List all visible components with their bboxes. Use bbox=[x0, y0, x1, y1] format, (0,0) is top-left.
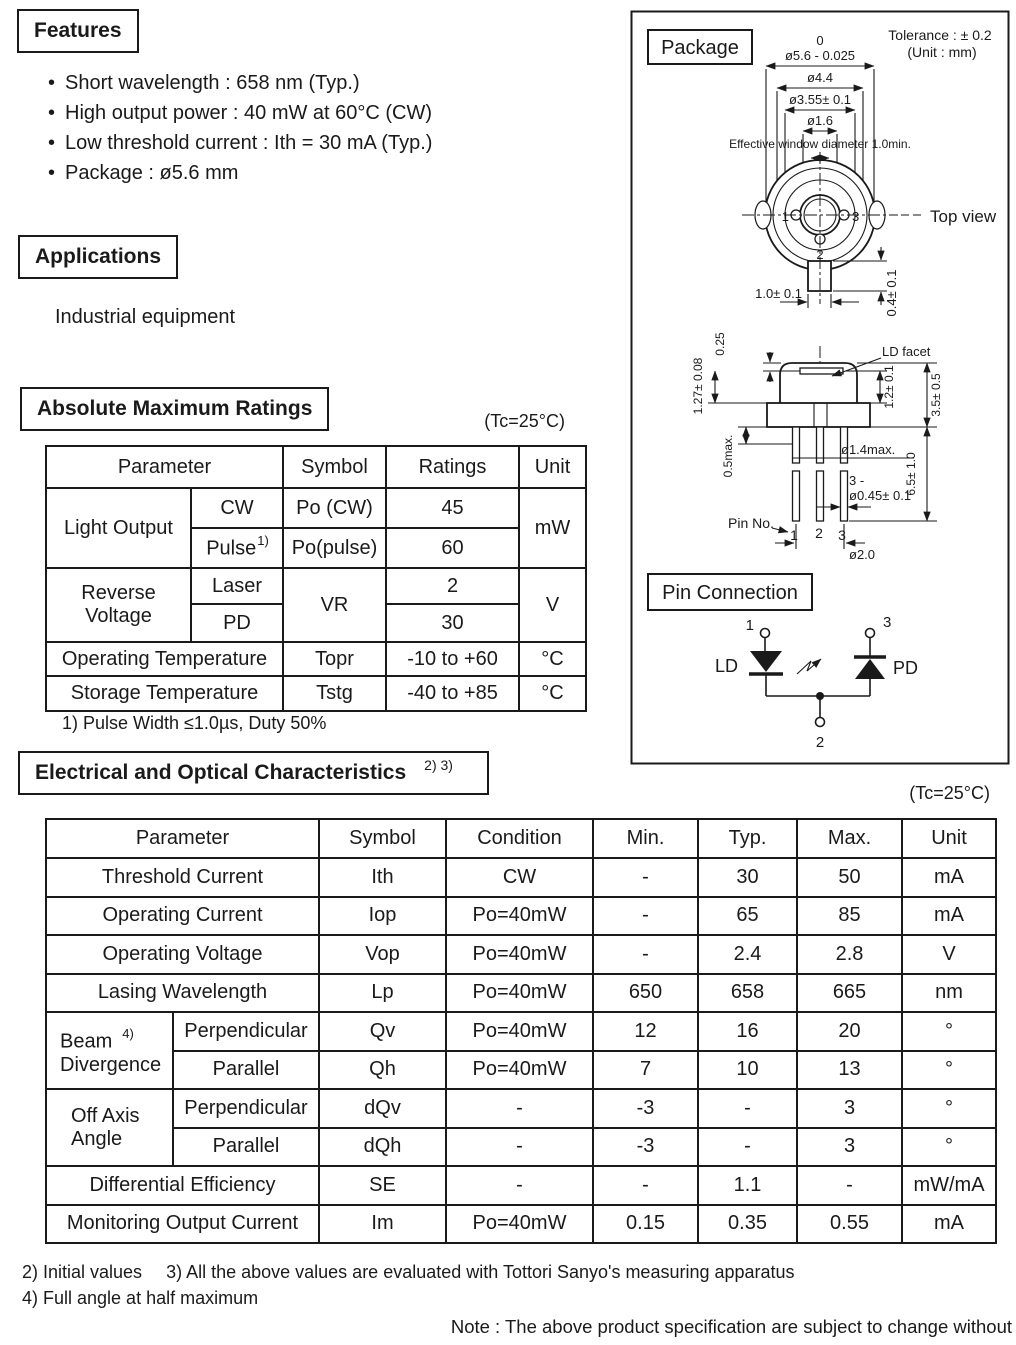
dim-label: ø1.6 bbox=[806, 113, 834, 128]
amr-title: Absolute Maximum Ratings bbox=[37, 397, 313, 420]
cell-min: - bbox=[593, 897, 698, 936]
cell-storage-temp: Storage Temperature bbox=[46, 676, 283, 711]
dim-label: 3 - bbox=[849, 473, 865, 488]
cell-tstg-rating: -40 to +85 bbox=[386, 676, 519, 711]
footnote-line-1 bbox=[22, 1262, 795, 1283]
window-slot bbox=[800, 368, 843, 374]
ld-diode-icon bbox=[750, 651, 782, 672]
feature-text: Short wavelength : 658 nm (Typ.) bbox=[65, 72, 360, 94]
cell-unit: ° bbox=[902, 1128, 996, 1167]
cell-unit: nm bbox=[902, 974, 996, 1013]
light-arrow-icon bbox=[797, 659, 821, 674]
cell-subparam: Perpendicular bbox=[173, 1012, 319, 1051]
cell-subparam: Parallel bbox=[173, 1051, 319, 1090]
cell-max: 50 bbox=[797, 858, 902, 897]
tolerance-note: Tolerance : ± 0.2 bbox=[888, 27, 992, 43]
amr-header-ratings: Ratings bbox=[386, 446, 519, 488]
cell-min: - bbox=[593, 858, 698, 897]
node-label: 2 bbox=[815, 734, 825, 751]
cell-symbol: Lp bbox=[319, 974, 446, 1013]
table-row bbox=[46, 1166, 996, 1205]
ld-label: LD bbox=[714, 656, 738, 676]
node-label: 3 bbox=[883, 614, 892, 631]
applications-title-box bbox=[18, 235, 178, 279]
pin1-lower bbox=[793, 471, 800, 521]
applications-text: Industrial equipment bbox=[55, 306, 236, 328]
unit-note: (Unit : mm) bbox=[907, 44, 977, 60]
cell-unit: mW/mA bbox=[902, 1166, 996, 1205]
eoc-title: Electrical and Optical Characteristics bbox=[35, 761, 407, 784]
amr-footnote: 1) Pulse Width ≤1.0µs, Duty 50% bbox=[62, 713, 327, 733]
cell-condition: - bbox=[446, 1128, 593, 1167]
table-row bbox=[46, 1205, 996, 1244]
table-row bbox=[46, 1051, 996, 1090]
footnote-2: 2) Initial values bbox=[22, 1262, 143, 1282]
node-label: 1 bbox=[745, 617, 754, 634]
cell-unit: mA bbox=[902, 858, 996, 897]
cell-symbol: Im bbox=[319, 1205, 446, 1244]
cell-typ: - bbox=[698, 1089, 797, 1128]
cell-max: - bbox=[797, 1166, 902, 1205]
cell-symbol: SE bbox=[319, 1166, 446, 1205]
features-list bbox=[48, 68, 432, 188]
applications-title: Applications bbox=[35, 245, 162, 268]
cell-param: Lasing Wavelength bbox=[46, 974, 319, 1013]
cell-vr-pd-rating: 30 bbox=[386, 604, 519, 642]
cell-vr-laser-rating: 2 bbox=[386, 568, 519, 604]
node-terminal bbox=[866, 629, 875, 638]
cell-min: -3 bbox=[593, 1089, 698, 1128]
pin-number: 3 bbox=[838, 527, 846, 543]
pd-label: PD bbox=[893, 658, 919, 678]
package-panel bbox=[630, 10, 1010, 765]
cell-param: Operating Current bbox=[46, 897, 319, 936]
cell-param-group-offaxis bbox=[46, 1089, 173, 1166]
cell-param: Threshold Current bbox=[46, 858, 319, 897]
package-title: Package bbox=[661, 37, 739, 59]
cell-symbol: Ith bbox=[319, 858, 446, 897]
pin3-lower bbox=[841, 471, 848, 521]
cell-unit: ° bbox=[902, 1051, 996, 1090]
cell-param: Differential Efficiency bbox=[46, 1166, 319, 1205]
bullet-icon: • bbox=[48, 102, 56, 124]
superscript: 4) bbox=[122, 1026, 134, 1042]
amr-table bbox=[45, 445, 587, 712]
cell-reverse-voltage: Reverse Voltage bbox=[46, 568, 191, 642]
cell-min: 0.15 bbox=[593, 1205, 698, 1244]
cell-symbol: Qh bbox=[319, 1051, 446, 1090]
cell-max: 0.55 bbox=[797, 1205, 902, 1244]
cell-param: Operating Voltage bbox=[46, 935, 319, 974]
table-row bbox=[46, 1012, 996, 1051]
cell-typ: 658 bbox=[698, 974, 797, 1013]
cell-max: 13 bbox=[797, 1051, 902, 1090]
cell-v-unit: V bbox=[519, 568, 586, 642]
eoc-title-box bbox=[18, 751, 489, 795]
pin-connection-title: Pin Connection bbox=[662, 582, 798, 604]
dim-label: ø4.4 bbox=[806, 70, 834, 85]
cell-symbol: Qv bbox=[319, 1012, 446, 1051]
table-row bbox=[46, 1128, 996, 1167]
list-item bbox=[48, 158, 432, 188]
cell-condition: Po=40mW bbox=[446, 897, 593, 936]
list-item bbox=[48, 98, 432, 128]
cell-po-pulse: Po(pulse) bbox=[283, 528, 386, 568]
cell-max: 665 bbox=[797, 974, 902, 1013]
table-row bbox=[46, 935, 996, 974]
dim-label: ø0.45± 0.1 bbox=[849, 488, 912, 503]
footnote-4: 4) Full angle at half maximum bbox=[22, 1288, 259, 1308]
pin-number: 1 bbox=[781, 209, 789, 224]
cell-typ: 2.4 bbox=[698, 935, 797, 974]
dim-label: ø3.55± 0.1 bbox=[788, 92, 852, 107]
beam-word: Beam bbox=[60, 1030, 113, 1053]
dim-label: ø1.4max. bbox=[841, 442, 896, 457]
superscript: 2) 3) bbox=[424, 757, 453, 773]
cell-min: 650 bbox=[593, 974, 698, 1013]
cell-typ: 10 bbox=[698, 1051, 797, 1090]
footnote-3: 3) All the above values are evaluated with Tottori Sanyo's measuring apparatus bbox=[166, 1262, 795, 1282]
offaxis-label: Off Axis bbox=[71, 1104, 140, 1127]
cell-condition: - bbox=[446, 1166, 593, 1205]
bottom-note: Note : The above product specification are subject to change without bbox=[450, 1316, 1012, 1337]
cell-po-pulse-rating: 60 bbox=[386, 528, 519, 568]
cell-c-unit: °C bbox=[519, 676, 586, 711]
pin-connection-schematic bbox=[715, 614, 918, 751]
cell-vr: VR bbox=[283, 568, 386, 642]
eoc-header-typ: Typ. bbox=[698, 819, 797, 858]
cell-mw-unit: mW bbox=[519, 488, 586, 568]
angle-label: Angle bbox=[71, 1127, 123, 1150]
cell-symbol: dQv bbox=[319, 1089, 446, 1128]
top-view-drawing bbox=[742, 152, 997, 304]
cell-condition: Po=40mW bbox=[446, 974, 593, 1013]
cell-max: 3 bbox=[797, 1089, 902, 1128]
list-item bbox=[48, 128, 432, 158]
superscript: 1) bbox=[257, 533, 269, 549]
cell-cw: CW bbox=[191, 488, 283, 528]
cell-max: 2.8 bbox=[797, 935, 902, 974]
eoc-header-parameter: Parameter bbox=[46, 819, 319, 858]
feature-text: Package : ø5.6 mm bbox=[65, 162, 239, 184]
leader-arrow bbox=[772, 528, 788, 532]
bullet-icon: • bbox=[48, 162, 56, 184]
amr-title-box bbox=[20, 387, 329, 431]
cell-unit: mA bbox=[902, 1205, 996, 1244]
cell-typ: 16 bbox=[698, 1012, 797, 1051]
flange bbox=[767, 403, 870, 427]
node-terminal bbox=[761, 629, 770, 638]
cell-typ: 30 bbox=[698, 858, 797, 897]
cell-unit: V bbox=[902, 935, 996, 974]
cell-unit: mA bbox=[902, 897, 996, 936]
top-view-label: Top view bbox=[930, 207, 997, 226]
table-row bbox=[46, 897, 996, 936]
table-row bbox=[46, 488, 586, 528]
pin-number: 1 bbox=[790, 527, 798, 543]
amr-tc-note: (Tc=25°C) bbox=[484, 411, 565, 431]
dim-label: 1.0± 0.1 bbox=[755, 286, 802, 301]
cell-po-cw: Po (CW) bbox=[283, 488, 386, 528]
pin-no-label: Pin No. bbox=[728, 515, 774, 531]
cell-operating-temp: Operating Temperature bbox=[46, 642, 283, 676]
cell-topr: Topr bbox=[283, 642, 386, 676]
bullet-icon: • bbox=[48, 132, 56, 154]
amr-header-symbol: Symbol bbox=[283, 446, 386, 488]
node-terminal bbox=[816, 718, 825, 727]
eoc-header-unit: Unit bbox=[902, 819, 996, 858]
table-row bbox=[46, 1089, 996, 1128]
cell-pulse bbox=[191, 528, 283, 568]
table-row bbox=[46, 676, 586, 711]
cell-topr-rating: -10 to +60 bbox=[386, 642, 519, 676]
pulse-label: Pulse bbox=[206, 537, 257, 560]
cell-condition: Po=40mW bbox=[446, 1051, 593, 1090]
cell-min: 7 bbox=[593, 1051, 698, 1090]
cell-unit: ° bbox=[902, 1089, 996, 1128]
cell-condition: Po=40mW bbox=[446, 1205, 593, 1244]
feature-text: Low threshold current : Ith = 30 mA (Typ.) bbox=[65, 132, 433, 154]
eoc-table bbox=[45, 818, 997, 1244]
eoc-tc-note: (Tc=25°C) bbox=[909, 783, 990, 803]
ld-facet-label: LD facet bbox=[882, 344, 931, 359]
dim-label: 0.4± 0.1 bbox=[884, 269, 899, 317]
cell-param: Monitoring Output Current bbox=[46, 1205, 319, 1244]
beam-label bbox=[60, 1024, 170, 1054]
dim-label: ø5.6 - 0.025 bbox=[784, 48, 856, 63]
cell-symbol: Vop bbox=[319, 935, 446, 974]
divergence-label: Divergence bbox=[60, 1053, 162, 1076]
amr-header-parameter: Parameter bbox=[46, 446, 283, 488]
cell-unit: ° bbox=[902, 1012, 996, 1051]
cell-subparam: Parallel bbox=[173, 1128, 319, 1167]
pin-number: 2 bbox=[815, 525, 823, 541]
cell-typ: 1.1 bbox=[698, 1166, 797, 1205]
dim-label: 0.25 bbox=[713, 332, 727, 356]
table-row bbox=[46, 642, 586, 676]
dim-label: 1.27± 0.08 bbox=[691, 357, 705, 415]
cell-laser: Laser bbox=[191, 568, 283, 604]
cell-light-output: Light Output bbox=[46, 488, 191, 568]
cell-po-cw-rating: 45 bbox=[386, 488, 519, 528]
cell-param-group-beam bbox=[46, 1012, 173, 1089]
cell-typ: - bbox=[698, 1128, 797, 1167]
bullet-icon: • bbox=[48, 72, 56, 94]
cell-subparam: Perpendicular bbox=[173, 1089, 319, 1128]
eoc-header-max: Max. bbox=[797, 819, 902, 858]
cell-condition: - bbox=[446, 1089, 593, 1128]
pin2-lower bbox=[817, 471, 824, 521]
dim-label: 1.2± 0.1 bbox=[882, 365, 896, 409]
cell-tstg: Tstg bbox=[283, 676, 386, 711]
cell-min: - bbox=[593, 1166, 698, 1205]
features-title: Features bbox=[34, 19, 122, 42]
cell-condition: Po=40mW bbox=[446, 935, 593, 974]
table-row bbox=[46, 446, 586, 488]
table-row bbox=[46, 819, 996, 858]
table-row bbox=[46, 858, 996, 897]
eoc-header-symbol: Symbol bbox=[319, 819, 446, 858]
cell-condition: Po=40mW bbox=[446, 1012, 593, 1051]
list-item bbox=[48, 68, 432, 98]
cell-max: 3 bbox=[797, 1128, 902, 1167]
table-row bbox=[46, 568, 586, 604]
pin-number: 2 bbox=[816, 247, 824, 262]
dim-label: ø2.0 bbox=[849, 547, 876, 562]
table-row bbox=[46, 974, 996, 1013]
eoc-header-min: Min. bbox=[593, 819, 698, 858]
dim-label: 6.5± 1.0 bbox=[904, 452, 918, 496]
eoc-header-condition: Condition bbox=[446, 819, 593, 858]
cell-typ: 65 bbox=[698, 897, 797, 936]
cell-c-unit: °C bbox=[519, 642, 586, 676]
dim-label: 3.5± 0.5 bbox=[929, 373, 943, 417]
amr-header-unit: Unit bbox=[519, 446, 586, 488]
dim-label: 0 bbox=[816, 33, 824, 48]
cell-max: 85 bbox=[797, 897, 902, 936]
effective-window-label: Effective window diameter 1.0min. bbox=[729, 137, 911, 151]
feature-text: High output power : 40 mW at 60°C (CW) bbox=[65, 102, 433, 124]
cell-symbol: Iop bbox=[319, 897, 446, 936]
cell-typ: 0.35 bbox=[698, 1205, 797, 1244]
pin-number: 3 bbox=[852, 209, 860, 224]
cell-symbol: dQh bbox=[319, 1128, 446, 1167]
cell-min: 12 bbox=[593, 1012, 698, 1051]
dim-label: 0.5max. bbox=[721, 434, 735, 478]
cell-max: 20 bbox=[797, 1012, 902, 1051]
cell-min: -3 bbox=[593, 1128, 698, 1167]
cell-pd: PD bbox=[191, 604, 283, 642]
features-title-box bbox=[17, 9, 139, 53]
cell-min: - bbox=[593, 935, 698, 974]
pd-diode-icon bbox=[855, 659, 885, 679]
cell-condition: CW bbox=[446, 858, 593, 897]
